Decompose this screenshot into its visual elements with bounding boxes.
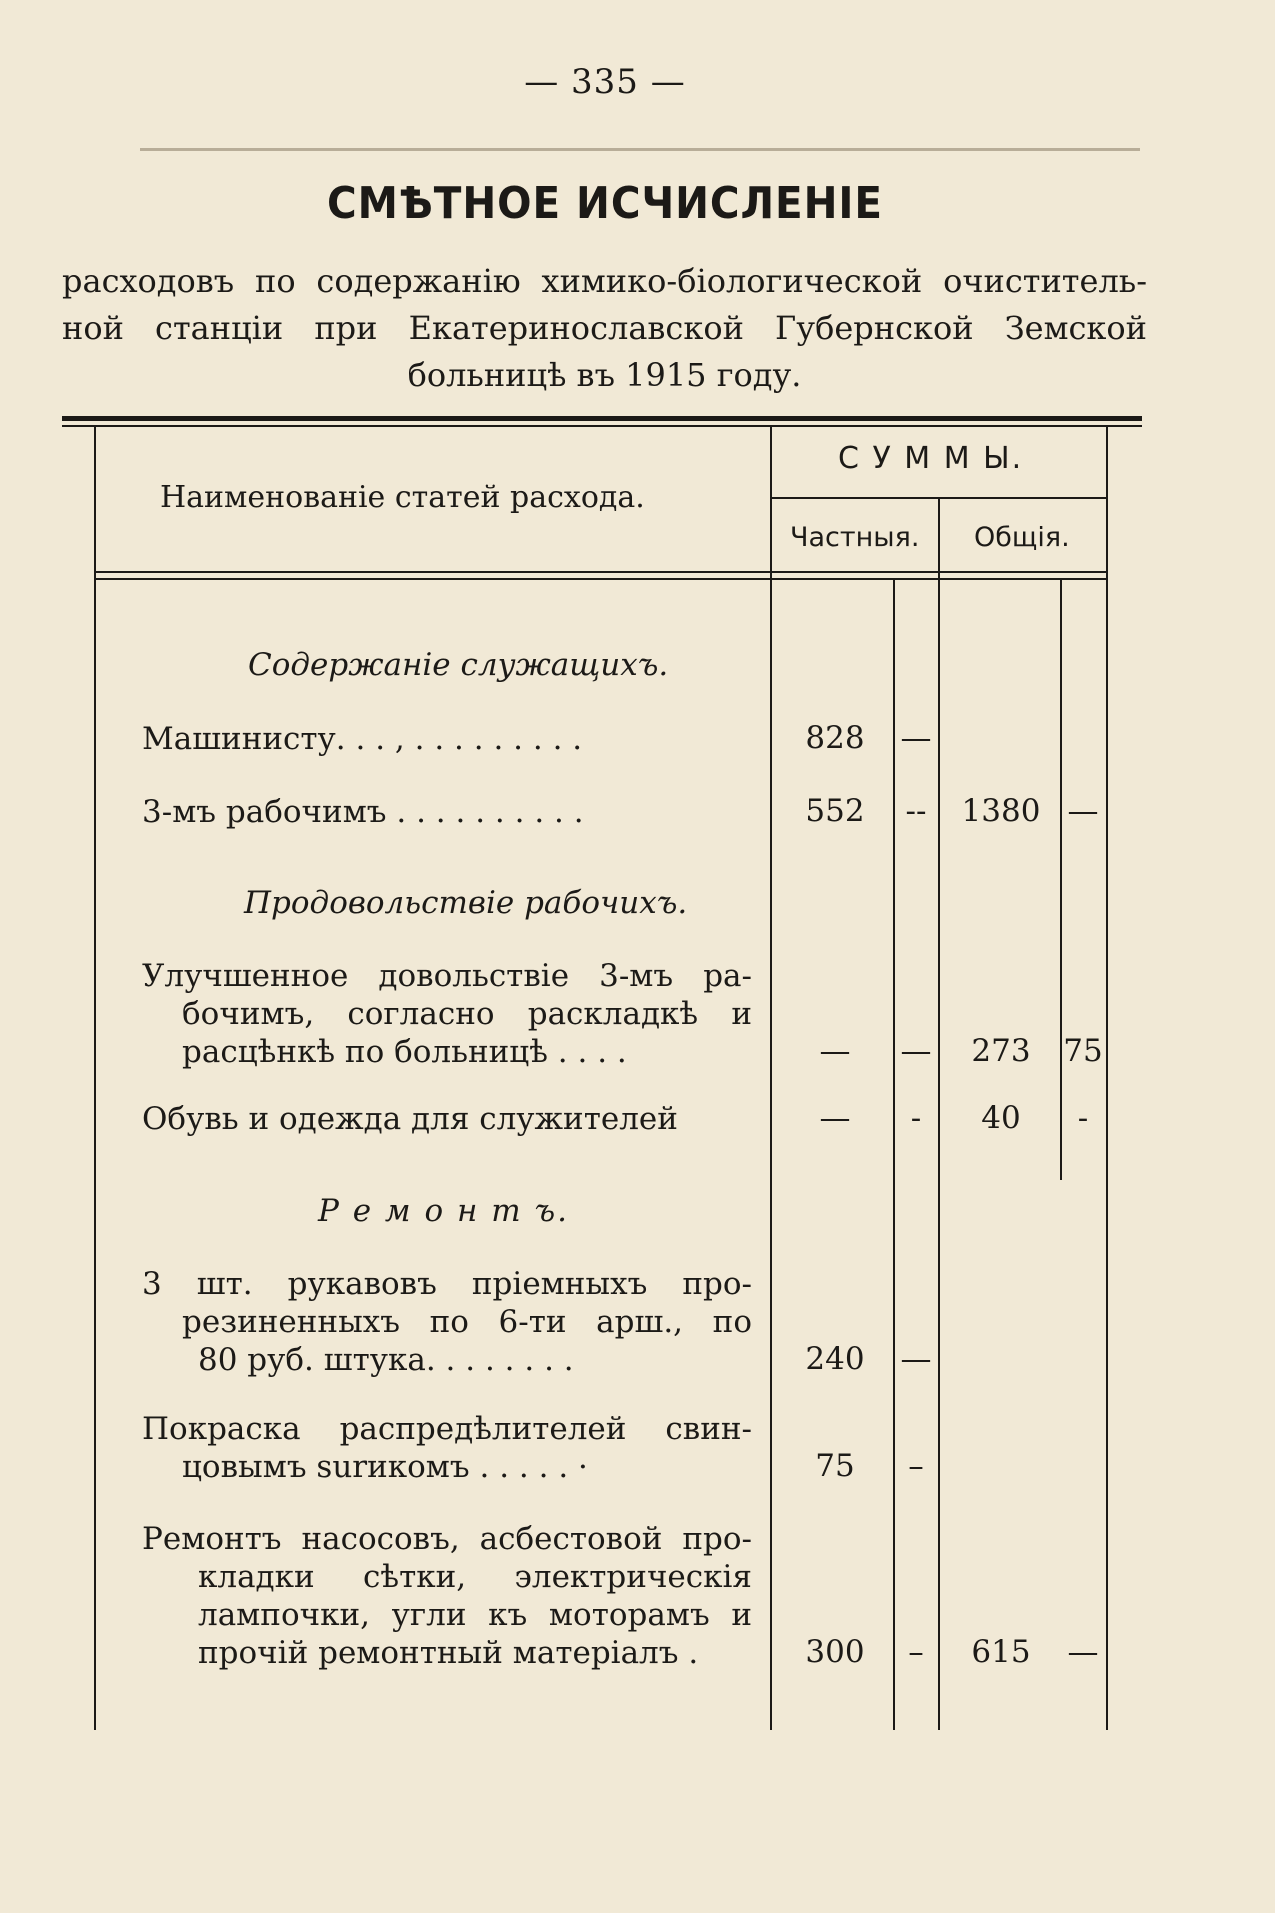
row-line: Обувь и одежда для служителей: [142, 1101, 678, 1137]
row-line: лампочки, угли къ моторамъ и: [198, 1597, 752, 1633]
header-item-column: Наименованіе статей расхода.: [160, 480, 645, 515]
header-sums: С У М М Ы.: [838, 441, 1024, 476]
private-rubles: 828: [805, 720, 865, 756]
private-kopecks: —: [900, 1341, 932, 1377]
table-top-rule-thin: [62, 425, 1142, 427]
total-kopecks: -: [1077, 1100, 1089, 1136]
table-column-divider-item: [770, 425, 772, 1730]
row-line: 3 шт. рукавовъ пріемныхъ про-: [142, 1266, 752, 1302]
row-item-text: [142, 720, 582, 758]
total-kopecks: 75: [1063, 1033, 1103, 1069]
section-title: Р е м о н т ъ.: [318, 1193, 570, 1229]
total-rubles: 615: [971, 1634, 1031, 1670]
section-title: Содержаніе служащихъ.: [248, 647, 669, 683]
private-rubles: —: [819, 1100, 851, 1136]
private-kopecks: –: [908, 1634, 924, 1670]
header-sums-underline: [770, 497, 1108, 499]
row-item-text: [142, 957, 752, 1071]
row-line: Машинисту. . . , . . . . . . . . .: [142, 721, 583, 757]
row-line: Ремонтъ насосовъ, асбестовой про-: [142, 1521, 752, 1557]
page-title: СМѢТНОЕ ИСЧИСЛЕНІЕ: [327, 178, 883, 229]
row-line: прочій ремонтный матеріалъ .: [198, 1635, 699, 1671]
table-right-border: [1106, 425, 1108, 1730]
row-item-text: [142, 1520, 752, 1672]
row-line: резиненныхъ по 6-ти арш., по: [182, 1304, 752, 1340]
row-line: расцѣнкѣ по больницѣ . . . .: [182, 1034, 627, 1070]
total-rubles: 273: [971, 1033, 1031, 1069]
private-rubles: 240: [805, 1341, 865, 1377]
private-rubles: —: [819, 1033, 851, 1069]
subtitle-line-3: больницѣ въ 1915 году.: [407, 356, 802, 394]
bleed-through-rule: [140, 148, 1140, 151]
section-title: Продовольствіе рабочихъ.: [244, 885, 688, 921]
subtitle: [62, 258, 1147, 399]
header-bottom-rule-2: [94, 578, 1108, 580]
private-kopecks: —: [900, 1033, 932, 1069]
row-line: Покраска распредѣлителей свин-: [142, 1411, 752, 1447]
total-kopecks: —: [1067, 1634, 1099, 1670]
row-item-text: [142, 1410, 752, 1486]
header-total: Общія.: [974, 522, 1070, 553]
table-column-divider-totals: [938, 498, 940, 1730]
row-line: Улучшенное довольствіе 3-мъ ра-: [142, 958, 752, 994]
header-bottom-rule: [94, 571, 1108, 573]
table-column-divider-total-kop: [1060, 580, 1062, 1180]
page-number: — 335 —: [524, 62, 686, 102]
table-left-border: [94, 425, 96, 1730]
total-rubles: 40: [981, 1100, 1021, 1136]
table-top-rule: [62, 416, 1142, 421]
row-line: бочимъ, согласно раскладкѣ и: [182, 996, 752, 1032]
private-rubles: 75: [815, 1448, 855, 1484]
private-kopecks: --: [905, 793, 927, 829]
private-kopecks: –: [908, 1448, 924, 1484]
subtitle-line-2: ной станціи при Екатеринославской Губернской Земской: [62, 309, 1147, 347]
private-rubles: 552: [805, 793, 865, 829]
row-item-text: [142, 1265, 752, 1379]
row-item-text: [142, 1100, 678, 1138]
row-item-text: [142, 793, 584, 831]
private-kopecks: —: [900, 720, 932, 756]
total-rubles: 1380: [961, 793, 1041, 829]
row-line: цовымъ surикомъ . . . . . ·: [182, 1449, 588, 1485]
private-kopecks: -: [910, 1100, 922, 1136]
private-rubles: 300: [805, 1634, 865, 1670]
row-line: 80 руб. штука. . . . . . . .: [198, 1342, 574, 1378]
total-kopecks: —: [1067, 793, 1099, 829]
subtitle-line-1: расходовъ по содержанію химико-біологической очиститель-: [62, 262, 1147, 300]
row-line: 3-мъ рабочимъ . . . . . . . . . .: [142, 794, 584, 830]
row-line: кладки сѣтки, электрическія: [198, 1559, 752, 1595]
header-private: Частныя.: [790, 522, 920, 553]
